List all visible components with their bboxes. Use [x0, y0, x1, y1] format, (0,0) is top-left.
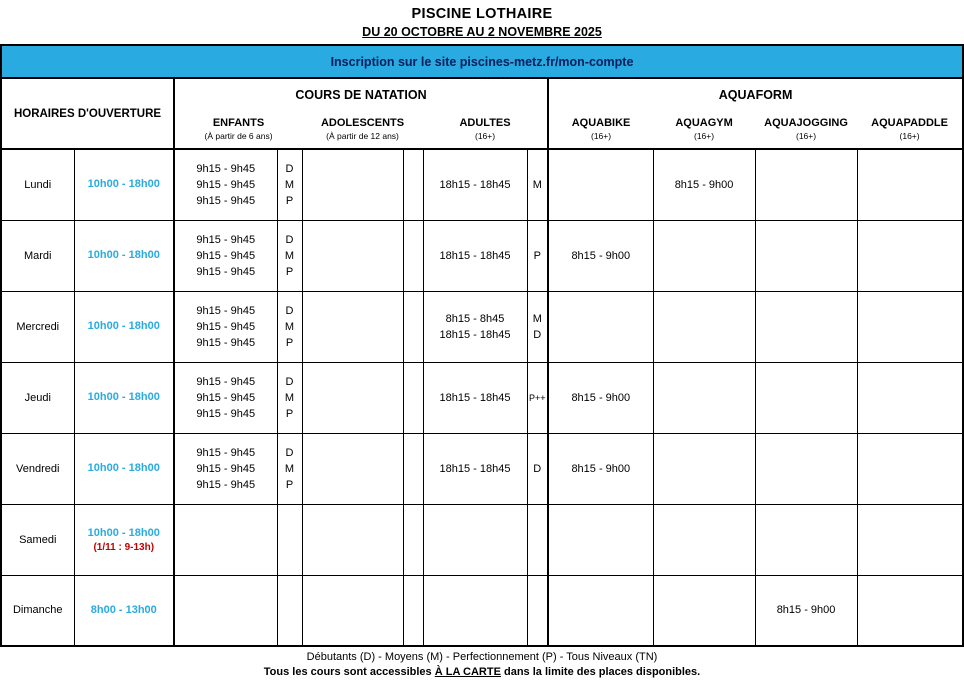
enfants-level-line: P [285, 336, 294, 349]
header-aquabike [548, 111, 653, 149]
adultes-level-line: P++ [529, 392, 546, 403]
adultes-level-line: D [533, 328, 542, 341]
enfants-level-line: D [285, 375, 294, 388]
aquapaddle-cell [857, 362, 963, 433]
header-aquabike-note: (16+) [591, 130, 612, 141]
enfants-level-line: D [285, 233, 294, 246]
adolescents-times-cell [302, 575, 403, 646]
enfants-levels-cell [277, 504, 302, 575]
opening-hours-cell [74, 433, 174, 504]
header-enfants-label: ENFANTS [212, 116, 265, 129]
day-cell: Dimanche [1, 575, 74, 646]
page-title: PISCINE LOTHAIRE [411, 6, 553, 22]
enfants-level-line: D [285, 162, 294, 175]
adultes-times-cell [423, 362, 527, 433]
enfants-time-line: 9h15 - 9h45 [196, 407, 256, 420]
enfants-times-cell [174, 575, 277, 646]
aquabike-cell [548, 504, 653, 575]
adultes-levels-cell [527, 291, 548, 362]
day-cell: Mercredi [1, 291, 74, 362]
aquajogging-cell [755, 433, 857, 504]
aquajogging-cell [755, 149, 857, 220]
adultes-levels-cell [527, 362, 548, 433]
enfants-time-line: 9h15 - 9h45 [196, 320, 256, 333]
enfants-times-cell [174, 220, 277, 291]
header-adolescents-note: (À partir de 12 ans) [326, 130, 399, 141]
header-aquaform-group: AQUAFORM [548, 78, 963, 111]
table-row-samedi [1, 504, 963, 575]
enfants-time-line: 9h15 - 9h45 [196, 304, 256, 317]
header-enfants [174, 111, 302, 149]
enfants-level-line: P [285, 407, 294, 420]
levels-legend: Débutants (D) - Moyens (M) - Perfectionnement (P) - Tous Niveaux (TN) [306, 651, 658, 663]
aquabike-cell [548, 575, 653, 646]
enfants-times-cell [174, 433, 277, 504]
adultes-times-cell [423, 149, 527, 220]
opening-hours-value: 10h00 - 18h00 [87, 249, 160, 261]
header-adultes-label: ADULTES [459, 116, 511, 129]
enfants-levels-cell [277, 220, 302, 291]
adultes-levels-cell [527, 220, 548, 291]
aquabike-cell: 8h15 - 9h00 [548, 362, 653, 433]
opening-hours-value: 10h00 - 18h00 [87, 462, 160, 474]
adultes-level-line: P [533, 249, 541, 262]
aquajogging-cell [755, 504, 857, 575]
adolescents-times-cell [302, 362, 403, 433]
aquagym-cell [653, 362, 755, 433]
enfants-level-line: M [284, 249, 295, 262]
adolescents-times-cell [302, 504, 403, 575]
enfants-levels-cell [277, 433, 302, 504]
aquapaddle-cell [857, 504, 963, 575]
opening-hours-value: 10h00 - 18h00 [87, 391, 160, 403]
table-row-vendredi [1, 433, 963, 504]
header-enfants-note: (À partir de 6 ans) [204, 130, 273, 141]
header-aquajogging-label: AQUAJOGGING [764, 116, 848, 129]
adultes-level-line: D [533, 462, 542, 475]
aquabike-cell [548, 291, 653, 362]
day-cell: Vendredi [1, 433, 74, 504]
table-row-dimanche [1, 575, 963, 646]
adultes-time-line: 18h15 - 18h45 [439, 462, 511, 475]
table-row-mardi [1, 220, 963, 291]
enfants-level-line: P [285, 478, 294, 491]
header-aquagym [653, 111, 755, 149]
aquajogging-cell [755, 220, 857, 291]
aquabike-cell: 8h15 - 9h00 [548, 220, 653, 291]
enfants-time-line: 9h15 - 9h45 [196, 162, 256, 175]
header-aquajogging [755, 111, 857, 149]
adolescents-times-cell [302, 291, 403, 362]
adolescents-times-cell [302, 220, 403, 291]
enfants-level-line: P [285, 265, 294, 278]
opening-hours-cell [74, 149, 174, 220]
schedule-body [1, 149, 963, 646]
day-cell: Mardi [1, 220, 74, 291]
adultes-times-cell [423, 504, 527, 575]
enfants-time-line: 9h15 - 9h45 [196, 336, 256, 349]
aquapaddle-cell [857, 575, 963, 646]
adolescents-times-cell [302, 149, 403, 220]
registration-banner [0, 44, 964, 77]
aquagym-cell: 8h15 - 9h00 [653, 149, 755, 220]
adolescents-levels-cell [403, 575, 423, 646]
aquajogging-cell [755, 362, 857, 433]
adultes-times-cell [423, 220, 527, 291]
aquapaddle-cell [857, 291, 963, 362]
header-aquagym-label: AQUAGYM [675, 116, 733, 129]
header-horaires: HORAIRES D'OUVERTURE [1, 78, 174, 149]
table-row-lundi [1, 149, 963, 220]
aquajogging-cell [755, 291, 857, 362]
adultes-levels-cell [527, 433, 548, 504]
adolescents-levels-cell [403, 433, 423, 504]
enfants-times-cell [174, 362, 277, 433]
header-adolescents-label: ADOLESCENTS [320, 116, 405, 129]
day-cell: Jeudi [1, 362, 74, 433]
adultes-time-line: 18h15 - 18h45 [439, 328, 511, 341]
header-aquapaddle-note: (16+) [899, 130, 920, 141]
adultes-levels-cell [527, 504, 548, 575]
adultes-level-line: M [532, 178, 542, 191]
aquabike-cell [548, 149, 653, 220]
aquagym-cell [653, 575, 755, 646]
adolescents-levels-cell [403, 504, 423, 575]
enfants-levels-cell [277, 362, 302, 433]
carte-note-suffix: dans la limite des places disponibles. [500, 666, 701, 678]
header-aquagym-note: (16+) [694, 130, 715, 141]
enfants-time-line: 9h15 - 9h45 [196, 265, 256, 278]
carte-note [0, 666, 964, 678]
enfants-time-line: 9h15 - 9h45 [196, 249, 256, 262]
enfants-level-line: M [284, 462, 295, 475]
adultes-levels-cell [527, 575, 548, 646]
enfants-level-line: P [285, 194, 294, 207]
enfants-time-line: 9h15 - 9h45 [196, 194, 256, 207]
opening-hours-cell [74, 362, 174, 433]
adultes-times-cell [423, 575, 527, 646]
opening-hours-value: 10h00 - 18h00 [87, 526, 160, 539]
enfants-times-cell [174, 149, 277, 220]
enfants-times-cell [174, 291, 277, 362]
adultes-times-cell [423, 291, 527, 362]
header-adolescents [302, 111, 423, 149]
opening-hours-value: 8h00 - 13h00 [90, 603, 157, 616]
enfants-level-line: M [284, 320, 295, 333]
enfants-level-line: M [284, 178, 295, 191]
enfants-time-line: 9h15 - 9h45 [196, 391, 256, 404]
header-aquabike-label: AQUABIKE [571, 116, 631, 129]
header-aquajogging-note: (16+) [796, 130, 817, 141]
header-aquapaddle-label: AQUAPADDLE [871, 116, 948, 129]
adultes-times-cell [423, 433, 527, 504]
page-subtitle: DU 20 OCTOBRE AU 2 NOVEMBRE 2025 [362, 25, 602, 39]
enfants-levels-cell [277, 291, 302, 362]
header-adultes [423, 111, 548, 149]
header-adultes-note: (16+) [474, 130, 496, 141]
enfants-times-cell [174, 504, 277, 575]
aquabike-cell: 8h15 - 9h00 [548, 433, 653, 504]
header-aquapaddle [857, 111, 963, 149]
opening-hours-cell [74, 504, 174, 575]
aquagym-cell [653, 433, 755, 504]
table-row-jeudi [1, 362, 963, 433]
enfants-time-line: 9h15 - 9h45 [196, 462, 256, 475]
registration-banner-text: Inscription sur le site piscines-metz.fr/mon-compte [330, 54, 634, 69]
adultes-time-line: 18h15 - 18h45 [439, 249, 511, 262]
aquagym-cell [653, 504, 755, 575]
schedule-table [0, 77, 964, 647]
aquapaddle-cell [857, 149, 963, 220]
opening-hours-value: 10h00 - 18h00 [87, 320, 160, 332]
aquapaddle-cell [857, 220, 963, 291]
enfants-time-line: 9h15 - 9h45 [196, 375, 256, 388]
carte-note-underline: À LA CARTE [434, 666, 501, 678]
enfants-levels-cell [277, 575, 302, 646]
carte-note-prefix: Tous les cours sont accessibles [263, 666, 435, 678]
enfants-levels-cell [277, 149, 302, 220]
opening-hours-cell [74, 220, 174, 291]
opening-hours-cell [74, 291, 174, 362]
adultes-time-line: 18h15 - 18h45 [439, 178, 511, 191]
adolescents-levels-cell [403, 220, 423, 291]
adolescents-levels-cell [403, 362, 423, 433]
opening-hours-note: (1/11 : 9-13h) [93, 541, 155, 553]
adultes-levels-cell [527, 149, 548, 220]
opening-hours-cell [74, 575, 174, 646]
enfants-time-line: 9h15 - 9h45 [196, 478, 256, 491]
aquajogging-cell: 8h15 - 9h00 [755, 575, 857, 646]
enfants-level-line: D [285, 304, 294, 317]
enfants-time-line: 9h15 - 9h45 [196, 446, 256, 459]
adultes-level-line: M [532, 312, 542, 325]
adolescents-levels-cell [403, 149, 423, 220]
enfants-time-line: 9h15 - 9h45 [196, 233, 256, 246]
enfants-level-line: D [285, 446, 294, 459]
aquagym-cell [653, 291, 755, 362]
aquapaddle-cell [857, 433, 963, 504]
aquagym-cell [653, 220, 755, 291]
day-cell: Lundi [1, 149, 74, 220]
table-row-mercredi [1, 291, 963, 362]
adolescents-levels-cell [403, 291, 423, 362]
opening-hours-value: 10h00 - 18h00 [87, 178, 160, 191]
adultes-time-line: 8h15 - 8h45 [445, 312, 505, 325]
enfants-time-line: 9h15 - 9h45 [196, 178, 256, 191]
day-cell: Samedi [1, 504, 74, 575]
enfants-level-line: M [284, 391, 295, 404]
adolescents-times-cell [302, 433, 403, 504]
adultes-time-line: 18h15 - 18h45 [439, 391, 511, 404]
header-natation-group: COURS DE NATATION [174, 78, 548, 111]
